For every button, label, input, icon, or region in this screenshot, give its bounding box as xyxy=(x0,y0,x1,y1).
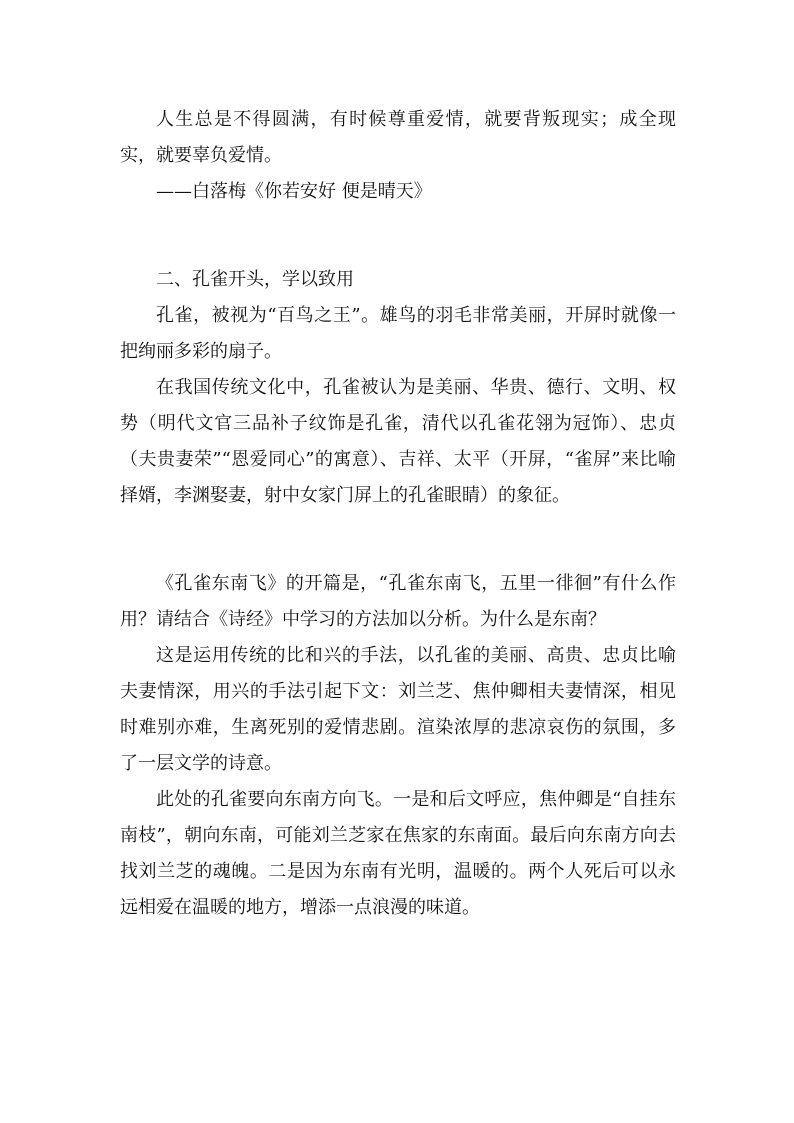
answer-paragraph-2: 此处的孔雀要向东南方向飞。一是和后文呼应，焦仲卿是“自挂东南枝”，朝向东南，可能刘兰芝家在焦家的东南面。最后向东南方向去找刘兰芝的魂魄。二是因为东南有光明，温暖的。两个人死后可以永远相爱在温暖的地方，增添一点浪漫的味道。 xyxy=(120,789,676,918)
answer-paragraph-1: 这是运用传统的比和兴的手法，以孔雀的美丽、高贵、忠贞比喻夫妻情深，用兴的手法引起下文：刘兰芝、焦仲卿相夫妻情深，相见时难别亦难，生离死别的爱情悲剧。渲染浓厚的悲凉哀伤的氛围，多了一层文学的诗意。 xyxy=(120,645,676,774)
paragraph-peacock-culture: 在我国传统文化中，孔雀被认为是美丽、华贵、德行、文明、权势（明代文官三品补子纹饰是孔雀，清代以孔雀花翎为冠饰）、忠贞（夫贵妻荣”“恩爱同心”的寓意）、吉祥、太平（开屏，“雀屏”来比喻择婿，李渊娶妻，射中女家门屏上的孔雀眼睛）的象征。 xyxy=(120,377,676,506)
spacer xyxy=(120,210,676,262)
question-paragraph: 《孔雀东南飞》的开篇是，“孔雀东南飞，五里一徘徊”有什么作用？请结合《诗经》中学习的方法加以分析。为什么是东南？ xyxy=(120,573,676,630)
document-page xyxy=(120,102,676,926)
spacer xyxy=(120,514,676,566)
section-heading: 二、孔雀开头，学以致用 xyxy=(156,269,354,290)
quote-text: 人生总是不得圆满，有时候尊重爱情，就要背叛现实；成全现实，就要辜负爱情。 xyxy=(120,109,676,166)
paragraph-peacock-intro: 孔雀，被视为“百鸟之王”。雄鸟的羽毛非常美丽，开屏时就像一把绚丽多彩的扇子。 xyxy=(120,305,676,362)
quote-attribution: ——白落梅《你若安好 便是晴天》 xyxy=(156,181,432,202)
